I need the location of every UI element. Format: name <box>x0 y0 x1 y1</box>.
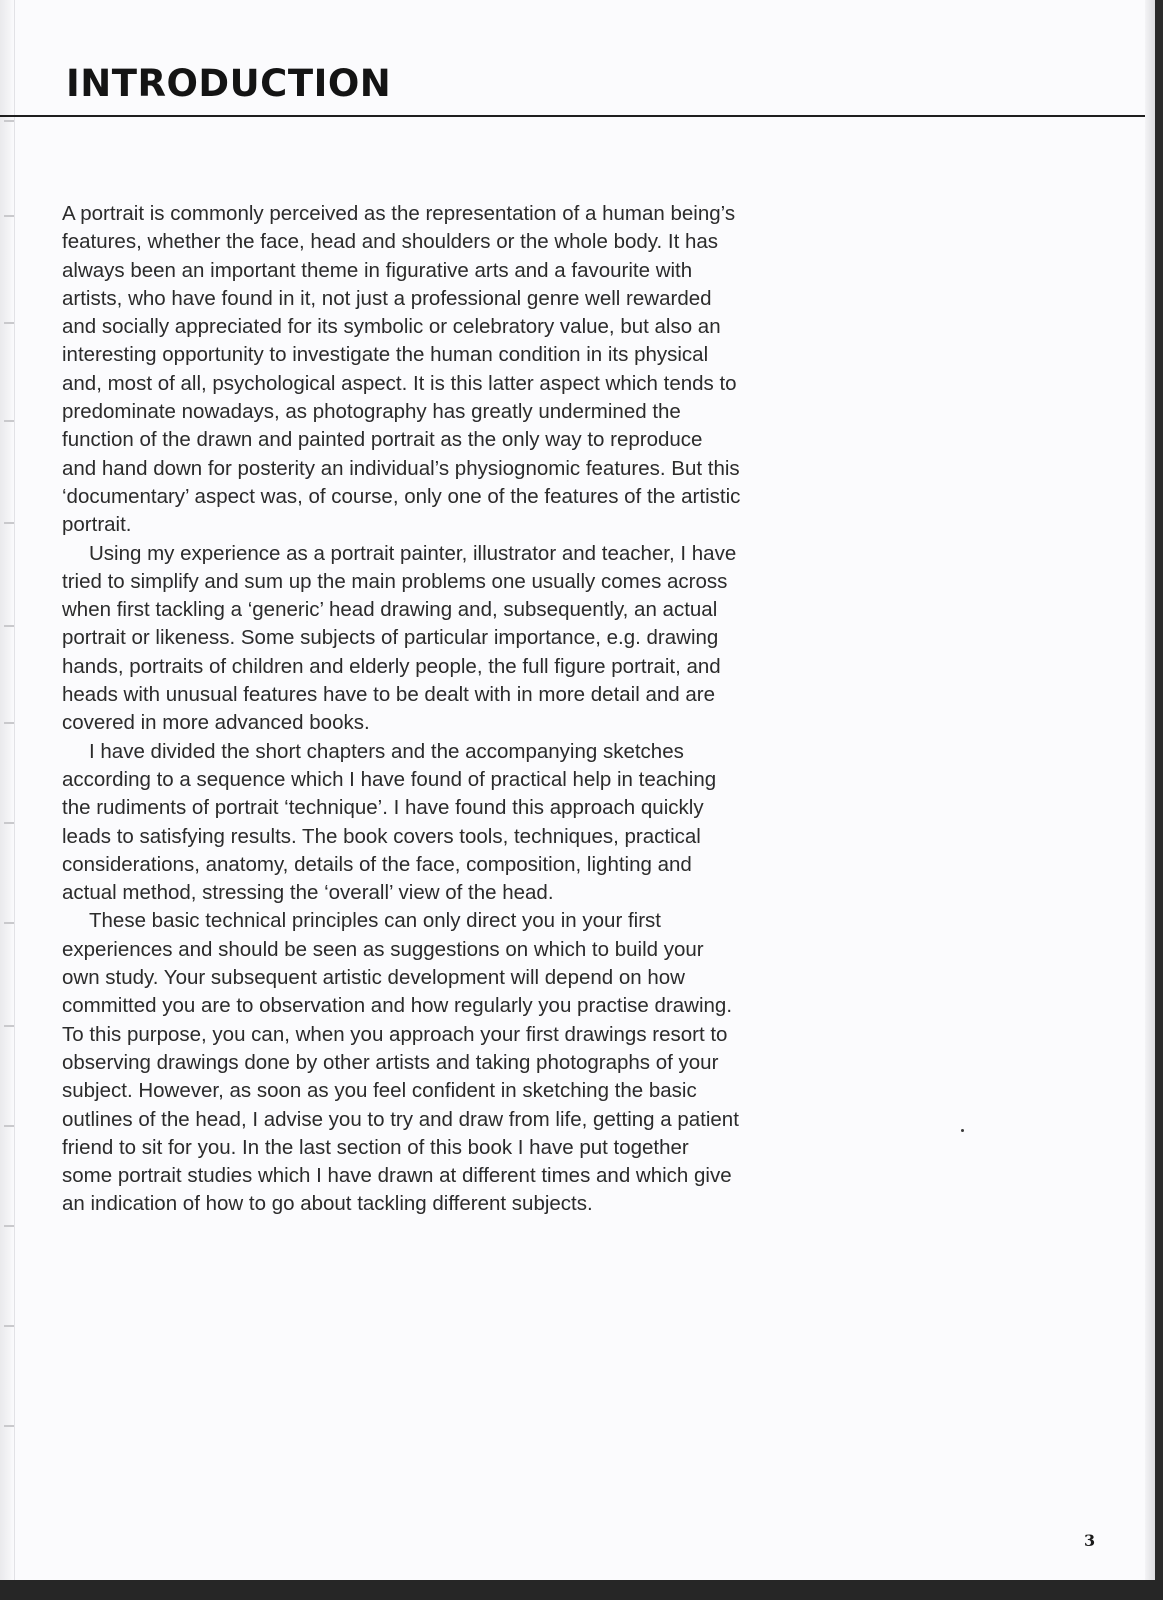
page-binding-edge <box>0 0 15 1580</box>
print-speck <box>961 1129 964 1132</box>
page-title: INTRODUCTION <box>66 62 392 105</box>
page-number: 3 <box>1084 1531 1096 1550</box>
binding-stitch <box>4 625 14 627</box>
body-paragraph: A portrait is commonly perceived as the representation of a human being’s features, whether the face, head and shoulders or the whole body. It has always been an important theme in figurative arts and a favourite with artists, who have found in it, not just a professional genre well rewarded and socially appreciated for its symbolic or celebratory value, but also an interesting opportunity to investigate the human condition in its physical and, most of all, psychological aspect. It is this latter aspect which tends to predominate nowadays, as photography has greatly undermined the function of the drawn and painted portrait as the only way to reproduce and hand down for posterity an individual’s physiognomic features. But this ‘documentary’ aspect was, of course, only one of the features of the artistic portrait. <box>62 202 741 537</box>
binding-stitch <box>4 1425 14 1427</box>
body-paragraph: I have divided the short chapters and the accompanying sketches according to a sequence which I have found of practical help in teaching the rudiments of portrait ‘technique’. I have found this approach quickly leads to satisfying results. The book covers tools, techniques, practical considerations, anatomy, details of the face, composition, lighting and actual method, stressing the ‘overall’ view of the head. <box>62 739 717 905</box>
binding-stitch <box>4 1025 14 1027</box>
binding-stitch <box>4 120 14 122</box>
binding-stitch <box>4 822 14 824</box>
binding-stitch <box>4 1125 14 1127</box>
binding-stitch <box>4 922 14 924</box>
binding-stitch <box>4 1225 14 1227</box>
binding-stitch <box>4 322 14 324</box>
binding-stitch <box>4 722 14 724</box>
title-underline-rule <box>0 115 1155 117</box>
binding-stitch <box>4 420 14 422</box>
body-paragraph: Using my experience as a portrait painter, illustrator and teacher, I have tried to simplify and sum up the main problems one usually comes across when first tackling a ‘generic’ head drawing and, subsequently, an actual portrait or likeness. Some subjects of particular importance, e.g. drawing hands, portraits of children and elderly people, the full figure portrait, and heads with unusual features have to be dealt with in more detail and are covered in more advanced books. <box>62 541 737 735</box>
binding-stitch <box>4 522 14 524</box>
body-paragraph: These basic technical principles can only direct you in your first experiences and should be seen as suggestions on which to build your own study. Your subsequent artistic development will depend on how committed you are to observation and how regularly you practise drawing. To this purpose, you can, when you approach your first drawings resort to observing drawings done by other artists and taking photographs of your subject. However, as soon as you feel confident in sketching the basic outlines of the head, I advise you to try and draw from life, getting a patient friend to sit for you. In the last section of this book I have put together some portrait studies which I have drawn at different times and which give an indication of how to go about tackling different subjects. <box>62 909 739 1216</box>
binding-stitch <box>4 215 14 217</box>
binding-stitch <box>4 1325 14 1327</box>
introduction-body <box>62 200 742 1219</box>
page-right-edge <box>1145 0 1155 1580</box>
scan-background-strip <box>0 1580 1163 1600</box>
